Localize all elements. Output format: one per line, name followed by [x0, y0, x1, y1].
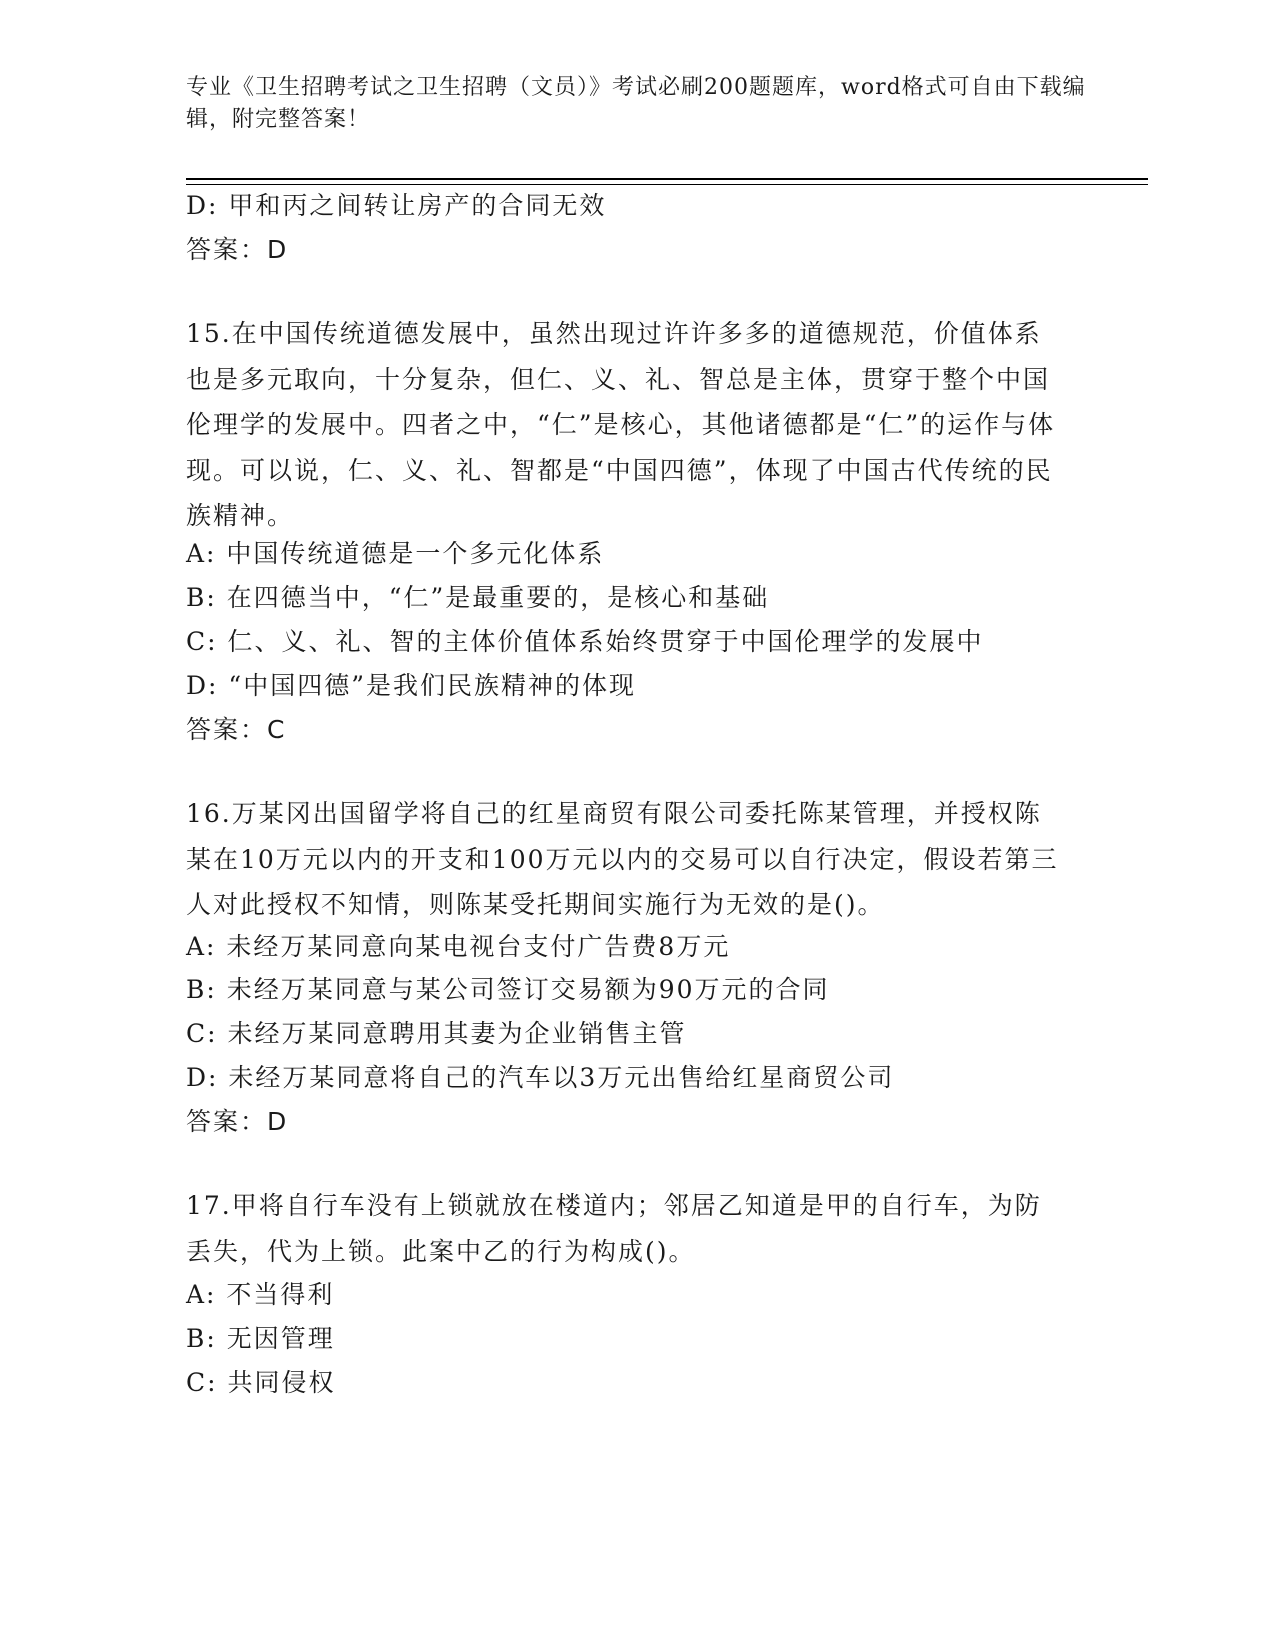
q16-option-b: B: 未经万某同意与某公司签订交易额为90万元的合同	[186, 975, 830, 1004]
q16-stem: 16.万某冈出国留学将自己的红星商贸有限公司委托陈某管理，并授权陈某在10万元以内的开支和100万元以内的交易可以自行决定，假设若第三人对此授权不知情，则陈某受托期间实施行为无效的是()。	[186, 799, 1059, 919]
q17-option-a: A: 不当得利	[186, 1280, 335, 1309]
q16-answer: 答案：D	[186, 1107, 289, 1136]
q16-option-a: A: 未经万某同意向某电视台支付广告费8万元	[186, 932, 731, 961]
prev-answer: 答案：D	[186, 235, 289, 264]
q15-option-c: C: 仁、义、礼、智的主体价值体系始终贯穿于中国伦理学的发展中	[186, 627, 984, 656]
q15-stem: 15.在中国传统道德发展中，虽然出现过许许多多的道德规范，价值体系也是多元取向，十分复杂，但仁、义、礼、智总是主体，贯穿于整个中国伦理学的发展中。四者之中，“仁”是核心，其他诸德都是“仁”的运作与体现。可以说，仁、义、礼、智都是“中国四德”，体现了中国古代传统的民族精神。	[186, 319, 1056, 530]
q17-option-b: B: 无因管理	[186, 1324, 335, 1353]
q17-option-c: C: 共同侵权	[186, 1368, 336, 1397]
q17-stem: 17.甲将自行车没有上锁就放在楼道内；邻居乙知道是甲的自行车，为防丢失，代为上锁。此案中乙的行为构成()。	[186, 1191, 1042, 1266]
prev-option-d: D: 甲和丙之间转让房产的合同无效	[186, 191, 607, 220]
header-rule-thin	[186, 184, 1148, 185]
q15-answer: 答案：C	[186, 715, 287, 744]
q15-option-b: B: 在四德当中，“仁”是最重要的，是核心和基础	[186, 583, 770, 612]
q16-option-c: C: 未经万某同意聘用其妻为企业销售主管	[186, 1019, 687, 1048]
document-header: 专业《卫生招聘考试之卫生招聘（文员）》考试必刷200题题库，word格式可自由下载编辑，附完整答案！	[186, 75, 1086, 132]
q15-option-d: D: “中国四德”是我们民族精神的体现	[186, 671, 636, 700]
q16-option-d: D: 未经万某同意将自己的汽车以3万元出售给红星商贸公司	[186, 1063, 895, 1092]
q15-option-a: A: 中国传统道德是一个多元化体系	[186, 539, 605, 568]
header-rule-thick	[186, 178, 1148, 180]
